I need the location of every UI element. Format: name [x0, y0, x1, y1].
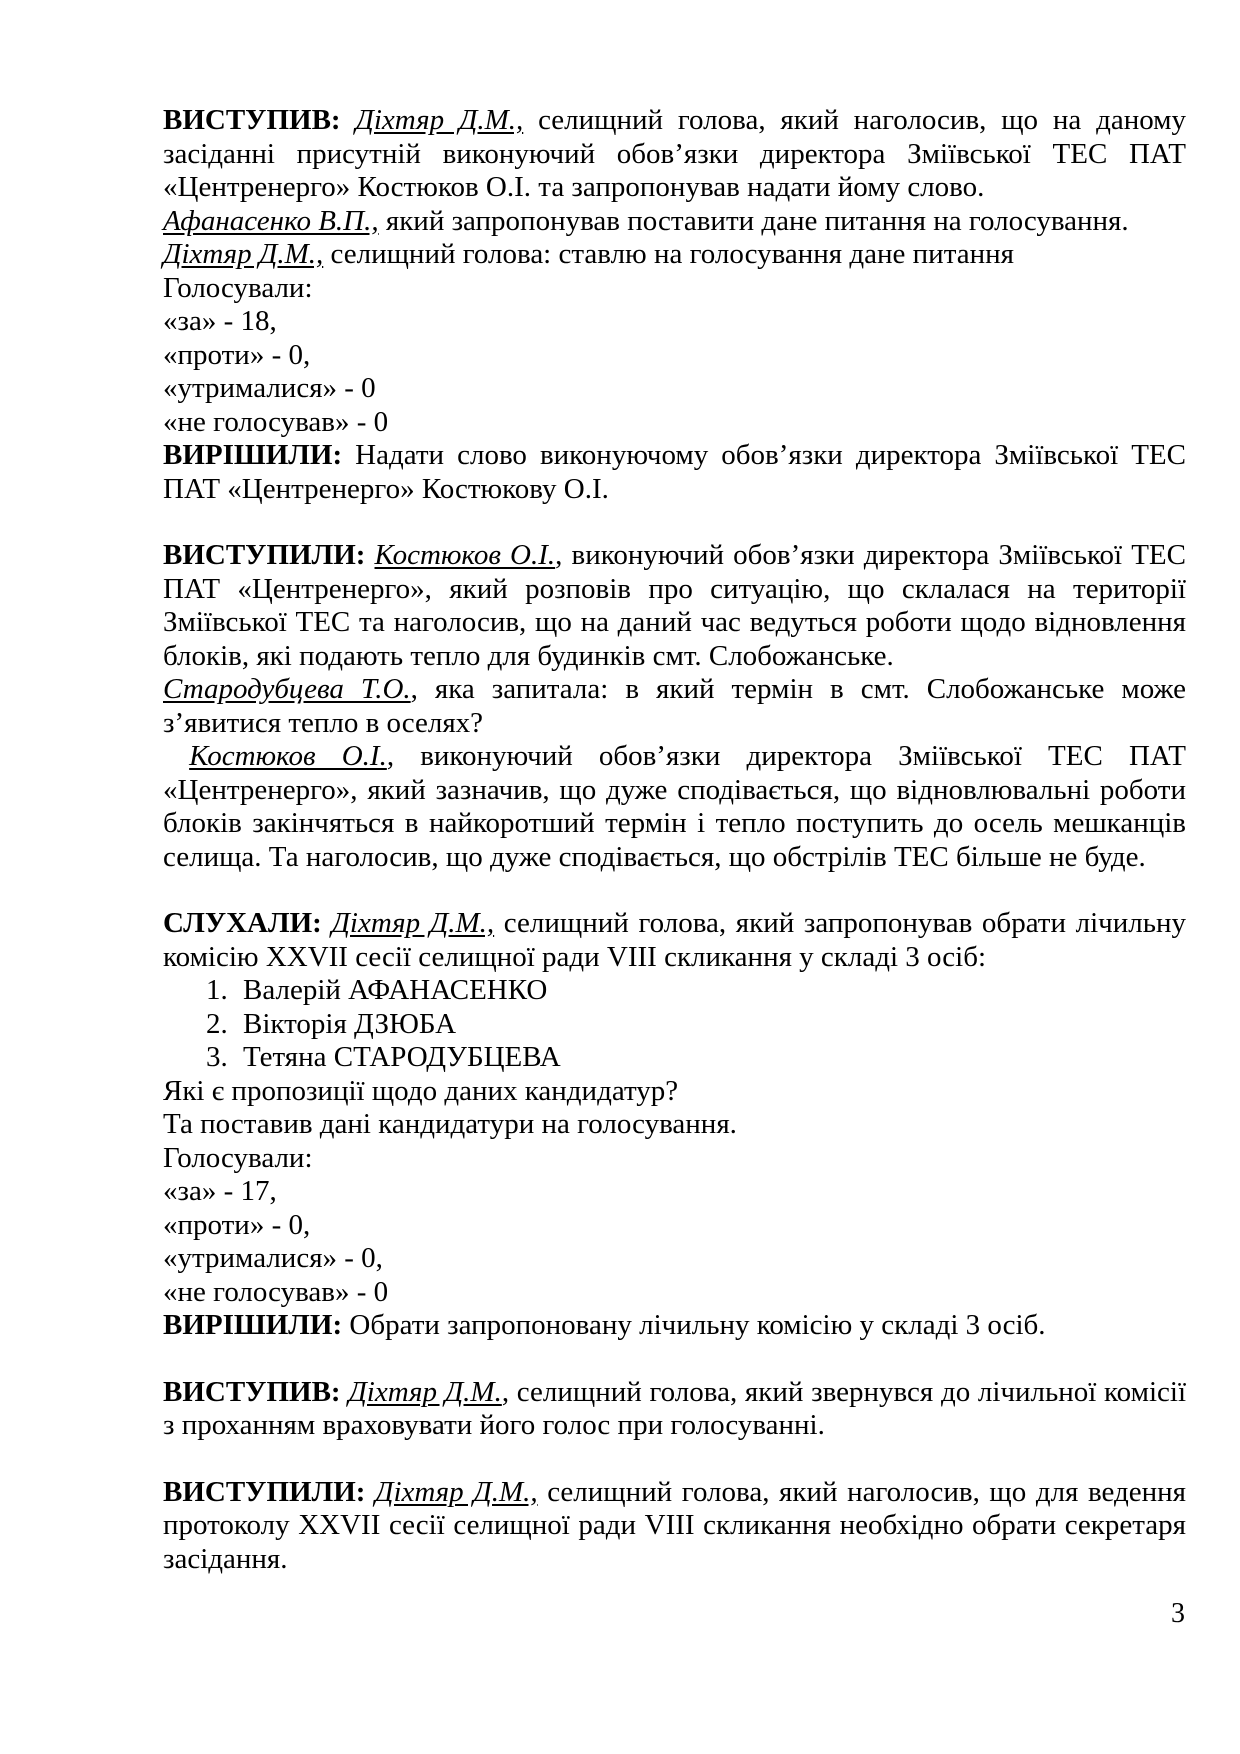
section-label: ВИСТУПИЛИ:	[163, 539, 366, 571]
speech-text: селищний голова, який наголосив, що на даному засіданні присутній виконуючий обов’язки директора Зміївської ТЕС ПАТ «Центренерго» Костюков О.І. та запропонував надати йому слово.	[163, 104, 1187, 203]
vote-against: «проти» - 0,	[163, 1208, 311, 1241]
vote-abstain: «утрималися» - 0,	[163, 1242, 383, 1274]
answer-paragraph: Костюков О.І., виконуючий обов’язки директора Зміївської ТЕС ПАТ «Центренерго», який зазначив, що дуже сподівається, що відновлювальні роботи блоків закінчяться в найкоротший термін і тепло поступить до осель мешканців селища. Та наголосив, що дуже сподівається, що обстрілів ТЕС більше не буде.	[163, 740, 1186, 873]
section-label: СЛУХАЛИ:	[163, 907, 322, 939]
vote-heading: Голосували:	[163, 1141, 313, 1174]
speaker-name: Стародубцева Т.О.	[163, 673, 411, 705]
speaker-name: Діхтяр Д.М.	[348, 1375, 502, 1408]
speaker-name: Афанасенко В.П.,	[163, 204, 379, 237]
speaker-name: Діхтяр Д.М.,	[375, 1475, 538, 1508]
speech-paragraph: ВИСТУПИВ: Діхтяр Д.М., селищний голова, який звернувся до лічильної комісії з проханням враховувати його голос при голосуванні.	[163, 1375, 1187, 1441]
speech-paragraph	[163, 104, 1186, 205]
hearing-paragraph: СЛУХАЛИ: Діхтяр Д.М., селищний голова, який запропонував обрати лічильну комісію XXVII сесії селищної ради VIII скликання у складі 3 осіб:	[163, 907, 1187, 973]
decision-paragraph: ВИРІШИЛИ: Надати слово виконуючому обов’язки директора Зміївської ТЕС ПАТ «Центренерго» Костюкову О.І.	[163, 439, 1186, 505]
proposal-question: Які є пропозиції щодо даних кандидатур?	[163, 1074, 679, 1107]
speaker-name: Діхтяр Д.М.,	[331, 907, 495, 939]
remark-paragraph: Афанасенко В.П., який запропонував поставити дане питання на голосування.	[163, 204, 1129, 237]
remark-paragraph: Діхтяр Д.М., селищний голова: ставлю на голосування дане питання	[163, 238, 1014, 270]
question-paragraph: Стародубцева Т.О., яка запитала: в який термін в смт. Слобожанське може з’явитися тепло в оселях?	[163, 673, 1186, 739]
decision-label: ВИРІШИЛИ:	[163, 1309, 343, 1341]
proposal-vote-call: Та поставив дані кандидатури на голосування.	[163, 1108, 737, 1140]
list-item: 3. Тетяна СТАРОДУБЦЕВА	[235, 1041, 1186, 1075]
speaker-name: Костюков О.І.	[374, 539, 556, 571]
speech-paragraph: ВИСТУПИЛИ: Костюков О.І., виконуючий обов’язки директора Зміївської ТЕС ПАТ «Центренерго», який розповів про ситуацію, що склалася на території Зміївської ТЕС та наголосив, що на даний час ведуться роботи щодо відновлення блоків, які подають тепло для будинків смт. Слобожанське.	[163, 539, 1186, 672]
section-label: ВИСТУПИВ:	[163, 1375, 341, 1408]
section-label: ВИСТУПИВ:	[163, 104, 341, 136]
document-page	[163, 104, 1186, 1576]
candidate-list	[163, 974, 1186, 1075]
list-item: 2. Вікторія ДЗЮБА	[235, 1008, 1186, 1042]
decision-label: ВИРІШИЛИ:	[163, 439, 343, 471]
speaker-name: Діхтяр Д.М.,	[355, 104, 524, 136]
vote-heading: Голосували:	[163, 271, 313, 304]
vote-for: «за» - 18,	[163, 305, 277, 337]
section-label: ВИСТУПИЛИ:	[163, 1475, 366, 1508]
speaker-name: Діхтяр Д.М.,	[163, 238, 324, 270]
speaker-name: Костюков О.І.	[189, 740, 387, 772]
page-number: 3	[1171, 1598, 1185, 1629]
vote-for: «за» - 17,	[163, 1175, 277, 1207]
vote-novote: «не голосував» - 0	[163, 405, 389, 438]
decision-paragraph: ВИРІШИЛИ: Обрати запропоновану лічильну комісію у складі 3 осіб.	[163, 1309, 1046, 1341]
vote-novote: «не голосував» - 0	[163, 1275, 389, 1308]
vote-abstain: «утрималися» - 0	[163, 372, 376, 404]
speech-paragraph: ВИСТУПИЛИ: Діхтяр Д.М., селищний голова, який наголосив, що для ведення протоколу XXVII сесії селищної ради VIII скликання необхідно обрати секретаря засідання.	[163, 1475, 1187, 1575]
list-item: 1. Валерій АФАНАСЕНКО	[235, 974, 1186, 1008]
vote-against: «проти» - 0,	[163, 338, 311, 371]
